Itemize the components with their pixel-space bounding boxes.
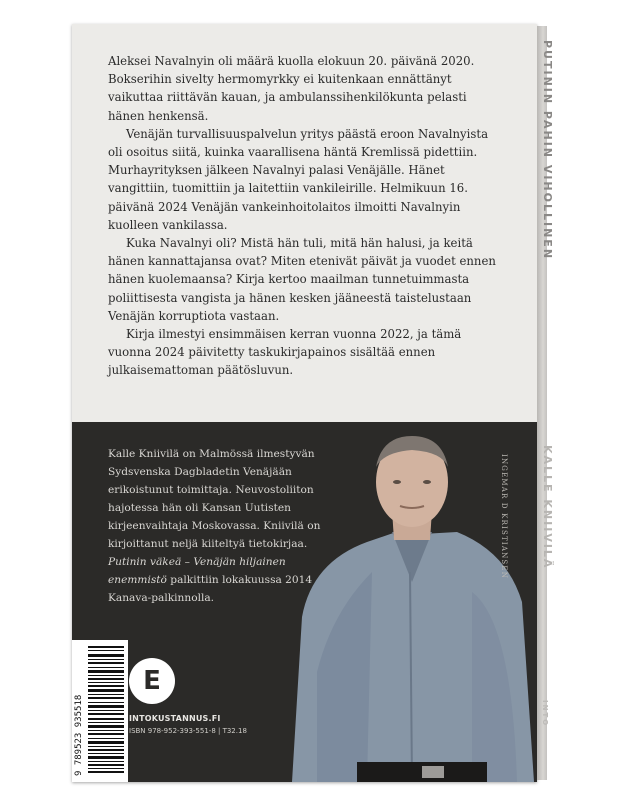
- blurb-paragraph-2: Venäjän turvallisuuspalvelun yritys päästä eroon Navalnyista oli osoitus siitä, kuinka vaarallisena häntä Kremlissä pidettiin. Murhayrityksen jälkeen Navalnyi palasi Venäjälle. Hänet vangittiin, tuomittiin ja laitettiin vankileirille. Helmikuun 16. päivänä 2024 Venäjän vankeinhoitolaitos ilmoitti Navalnyin kuolleen vankilassa.: [108, 126, 489, 232]
- blurb-paragraph-3: Kuka Navalnyi oli? Mistä hän tuli, mitä hän halusi, ja keitä hänen kannattajansa ovat? Miten etenivät päivät ja vuodet ennen hänen kuolemaansa? Kirja kertoo maailman tunnetuimmasta poliittisesta vangista ja hänen kesken jääneestä taistelustaan Venäjän korruptiota vastaan.: [108, 236, 496, 323]
- award-text: palkittiin lokakuussa 2014 Kanava-palkinnolla.: [108, 574, 313, 604]
- publisher-website: INTOKUSTANNUS.FI: [129, 714, 221, 723]
- spine-title: PUTININ PAHIN VIHOLLINEN: [541, 40, 554, 261]
- author-bio: [108, 445, 323, 607]
- blurb-paragraph-4: Kirja ilmestyi ensimmäisen kerran vuonna 2022, ja tämä vuonna 2024 päivitetty taskukirjapainos sisältää ennen julkaisemattoman päätösluvun.: [108, 327, 462, 378]
- spine-publisher-logo: INTO: [541, 700, 549, 728]
- publisher-logo: E: [129, 658, 175, 704]
- barcode: [72, 640, 128, 782]
- award-book-title: Putinin väkeä – Venäjän hiljainen enemmistö: [108, 556, 286, 586]
- photo-credit: INGEMAR D KRISTIANSEN: [500, 454, 508, 580]
- blurb-paragraph-1: Aleksei Navalnyin oli määrä kuolla elokuun 20. päivänä 2020. Bokserihin sivelty hermomyrkky ei kuitenkaan ennättänyt vaikuttaa riittävän kauan, ja ambulanssihenkilökunta pelasti hänen henkensä.: [108, 54, 475, 123]
- author-bio-text: Kalle Kniivilä on Malmössä ilmestyvän Sydsvenska Dagbladetin Venäjään erikoistunut toimittaja. Neuvostoliiton hajotessa hän oli Kansan Uutisten kirjeenvaihtaja Moskovassa. Kniivilä on kirjoittanut neljä kiiteltyä tietokirjaa.: [108, 448, 321, 550]
- isbn-text: ISBN 978-952-393-551-8 | T32.18: [129, 727, 247, 735]
- spine-author: KALLE KNIIVILÄ: [541, 445, 554, 570]
- blurb-section: [72, 24, 537, 422]
- barcode-digits: 9 789523 935518: [74, 694, 84, 776]
